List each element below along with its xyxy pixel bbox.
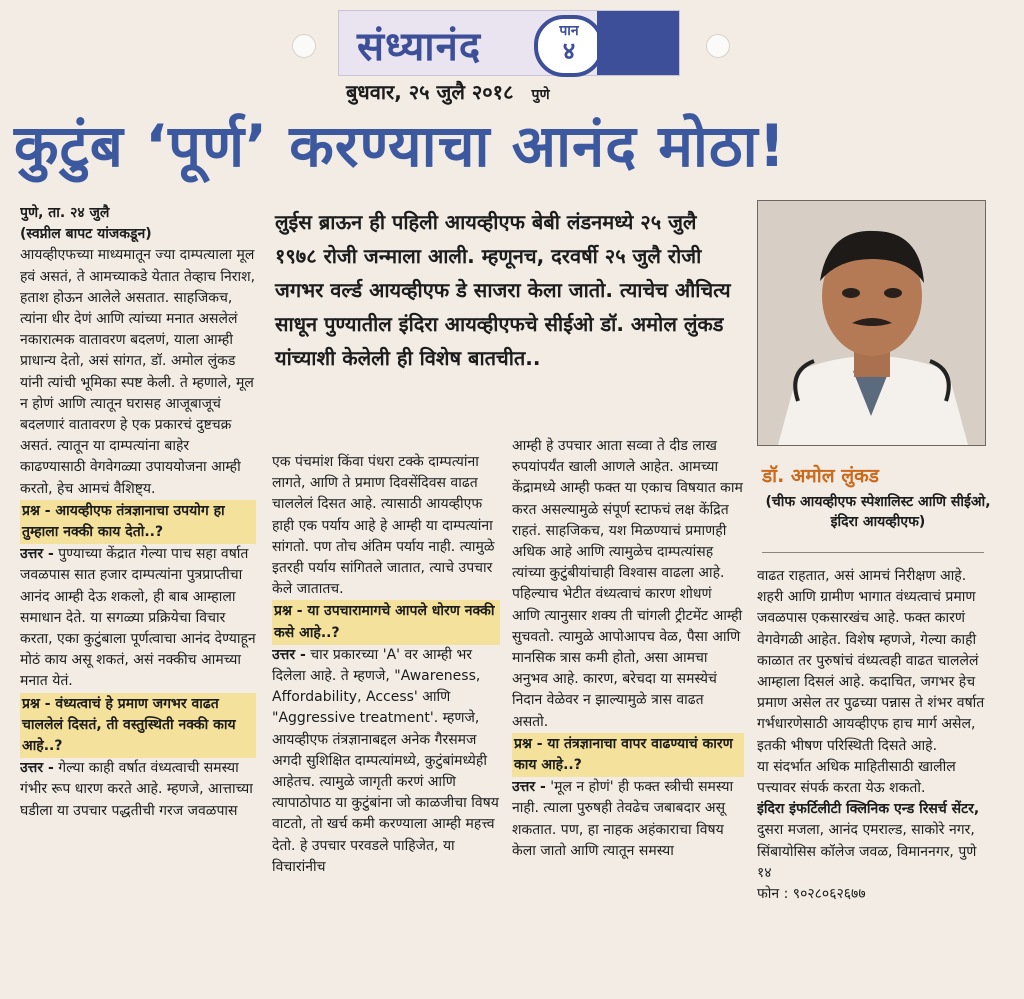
answer-paragraph bbox=[20, 544, 256, 692]
punch-hole bbox=[706, 34, 730, 58]
punch-hole bbox=[292, 34, 316, 58]
byline-author: (स्वप्नील बापट यांजकडून) bbox=[20, 226, 152, 243]
page-number-badge bbox=[534, 15, 604, 77]
answer-paragraph bbox=[20, 758, 256, 822]
body-paragraph: एक पंचमांश किंवा पंधरा टक्के दाम्पत्यांना लागते, आणि ते प्रमाण दिवसेंदिवस वाढत चाललेलं दिसत आहे. त्यासाठी आयव्हीएफ हाही एक पर्याय आहे हे आम्ही या दाम्पत्यांना सांगतो. पण तोच अंतिम पर्याय नाही. त्यामुळे इतरही पर्याय सांगितले जातात, त्याचे उपचार केले जातातच. bbox=[272, 454, 495, 598]
page-corner-graphic bbox=[597, 11, 679, 75]
answer-paragraph bbox=[512, 777, 744, 862]
answer-text: चार प्रकारच्या 'A' वर आम्ही भर दिलेला आहे. ते म्हणजे, "Awareness, Affordability, Access' आणि "Aggressive treatment'. म्हणजे, आयव्हीएफ तंत्रज्ञानाबद्दल अनेक गैरसमज अगदी सुशिक्षित दाम्पत्यांमध्ये, कुटुंबांमध्येही आहेतच. त्यामुळे जागृती करणं आणि त्यापाठोपाठ या कुटुंबांना जो काळजीचा विषय वाटतो, तो खर्च कमी करण्याला आम्ही महत्त्व देतो. हे उपचार परवडले पाहिजेत, या विचारांनीच bbox=[272, 646, 499, 875]
dateline bbox=[346, 78, 550, 105]
headline: कुटुंब ‘पूर्ण’ करण्याचा आनंद मोठा! bbox=[14, 112, 787, 180]
question-heading: प्रश्न - आयव्हीएफ तंत्रज्ञानाचा उपयोग हा तुम्हाला नक्की काय देतो..? bbox=[20, 500, 256, 544]
dateline-city: पुणे bbox=[531, 87, 550, 103]
photo-caption-name: डॉ. अमोल लुंकड bbox=[762, 465, 879, 487]
page-label: पान bbox=[559, 23, 579, 39]
question-heading: प्रश्न - या तंत्रज्ञानाचा वापर वाढण्याचं कारण काय आहे..? bbox=[512, 733, 744, 777]
contact-address bbox=[757, 799, 989, 884]
answer-label: उत्तर - bbox=[272, 646, 306, 663]
answer-label: उत्तर - bbox=[512, 779, 546, 796]
body-paragraph: आम्ही हे उपचार आता सव्वा ते दीड लाख रुपयांपर्यंत खाली आणले आहेत. आमच्या केंद्रामध्ये आम्ही फक्त या एकाच विषयात काम करत असल्यामुळे संपूर्ण स्टाफचं लक्ष केंद्रित राहतं. साहजिकच, यश मिळण्याचं प्रमाणही अधिक आहे आणि त्यामुळेच दाम्पत्यांसह त्यांच्या कुटुंबीयांचाही विश्वास वाढला आहे. पहिल्याच भेटीत वंध्यत्वाचं कारण शोधणं आणि त्यानुसार शक्य ती चांगली ट्रीटमेंट आम्ही सुचवतो. त्यामुळे आपोआपच वेळ, पैसा आणि मानसिक त्रास कमी होतो, असा आमचा अनुभव आहे. कारण, बरेचदा या समस्येचं निदान वेळेवर न झाल्यामुळे त्रास वाढत असतो. bbox=[512, 438, 743, 730]
photo-caption-role: (चीफ आयव्हीएफ स्पेशालिस्ट आणि सीईओ, इंदिरा आयव्हीएफ) bbox=[765, 494, 991, 530]
newspaper-name: संध्यानंद bbox=[357, 24, 482, 70]
doctor-photo bbox=[757, 200, 986, 446]
question-heading: प्रश्न - वंध्यत्वाचं हे प्रमाण जगभर वाढत चाललेलं दिसतं, ती वस्तुस्थिती नक्की काय आहे..? bbox=[20, 693, 256, 759]
answer-label: उत्तर - bbox=[20, 760, 54, 777]
article-column-3 bbox=[512, 436, 744, 993]
answer-paragraph bbox=[272, 645, 500, 878]
page-number: ४ bbox=[562, 37, 576, 65]
divider bbox=[762, 552, 984, 553]
body-paragraph: आयव्हीएफच्या माध्यमातून ज्या दाम्पत्याला मूल हवं असतं, ते आमच्याकडे येतात तेव्हाच निराश, हताश होऊन आलेले असतात. साहजिकच, त्यांना धीर देणं आणि त्यांच्या मनात असलेलं नकारात्मक वातावरण बदलणं, याला आम्ही प्राधान्य देतो, असं सांगत, डॉ. अमोल लुंकड यांनी त्यांची भूमिका स्पष्ट केली. ते म्हणाले, मूल न होणं आणि त्यातून घरासह आजूबाजूचं बदलणारं वातावरण हे एक प्रकारचं दुष्टचक्र असतं. त्यातून या दाम्पत्यांना बाहेर काढण्यासाठी वेगवेगळ्या उपाययोजना आम्ही करतो, हेच आमचं वैशिष्ट्य. bbox=[20, 247, 256, 497]
date: बुधवार, २५ जुलै २०१८ bbox=[346, 80, 514, 104]
article-column-4 bbox=[757, 566, 989, 993]
contact-phone: फोन : ९०२८०६२६७७ bbox=[757, 886, 866, 903]
intro-paragraph: लुईस ब्राऊन ही पहिली आयव्हीएफ बेबी लंडनमध्ये २५ जुलै १९७८ रोजी जन्माला आली. म्हणूनच, दरवर्षी २५ जुलै रोजी जगभर वर्ल्ड आयव्हीएफ डे साजरा केला जातो. त्याचेच औचित्य साधून पुण्यातील इंदिरा आयव्हीएफचे सीईओ डॉ. अमोल लुंकड यांच्याशी केलेली ही विशेष बातचीत.. bbox=[275, 210, 731, 370]
answer-label: उत्तर - bbox=[20, 546, 54, 563]
question-heading: प्रश्न - या उपचारामागचे आपले धोरण नक्की कसे आहे..? bbox=[272, 600, 500, 644]
article-column-2 bbox=[272, 452, 500, 993]
address-text: दुसरा मजला, आनंद एमराल्ड, साकोरे नगर, सिंबायोसिस कॉलेज जवळ, विमाननगर, पुणे १४ bbox=[757, 822, 977, 881]
article-column-1 bbox=[20, 203, 256, 993]
answer-text: 'मूल न होणं' ही फक्त स्त्रीची समस्या नाही. त्याला पुरुषही तेवढेच जबाबदार असू शकतात. पण, हा नाहक अहंकाराचा विषय केला जातो आणि त्यातून समस्या bbox=[512, 779, 734, 859]
answer-text: पुण्याच्या केंद्रात गेल्या पाच सहा वर्षात जवळपास सात हजार दाम्पत्यांना पुत्रप्राप्तीचा आनंद आम्ही देऊ शकलो, ही बाब आम्हाला समाधान देते. या सगळ्या प्रक्रियेचा विचार करता, एका कुटुंबाला पूर्णत्वाचा आनंद देण्याहून मोठं काय असू शकतं, असं नक्कीच आमच्या मनात येतं. bbox=[20, 546, 256, 690]
body-paragraph: वाढत राहतात, असं आमचं निरीक्षण आहे. शहरी आणि ग्रामीण भागात वंध्यत्वाचं प्रमाण जवळपास एकसारखंच आहे. फक्त कारणं वेगवेगळी आहेत. विशेष म्हणजे, गेल्या काही काळात तर पुरुषांचं वंध्यत्वही वाढत चाललेलं आम्हाला दिसलं आहे. कदाचित, जगभर हेच प्रमाण असेल तर पुढच्या पन्नास ते शंभर वर्षात गर्भधारणेसाठी आयव्हीएफ हाच मार्ग असेल, इतकी भीषण परिस्थिती दिसते आहे. bbox=[757, 568, 985, 754]
byline-place-date: पुणे, ता. २४ जुलै bbox=[20, 205, 110, 221]
contact-intro: या संदर्भात अधिक माहितीसाठी खालील पत्त्यावर संपर्क करता येऊ शकतो. bbox=[757, 758, 956, 797]
answer-text: गेल्या काही वर्षात वंध्यत्वाची समस्या गंभीर रूप धारण करते आहे. म्हणजे, आत्ताच्या घडीला या उपचार पद्धतीची गरज जवळपास bbox=[20, 760, 253, 819]
masthead bbox=[338, 10, 680, 76]
clinic-name: इंदिरा इंफर्टिलीटी क्लिनिक एन्ड रिसर्च सेंटर, bbox=[757, 801, 980, 818]
